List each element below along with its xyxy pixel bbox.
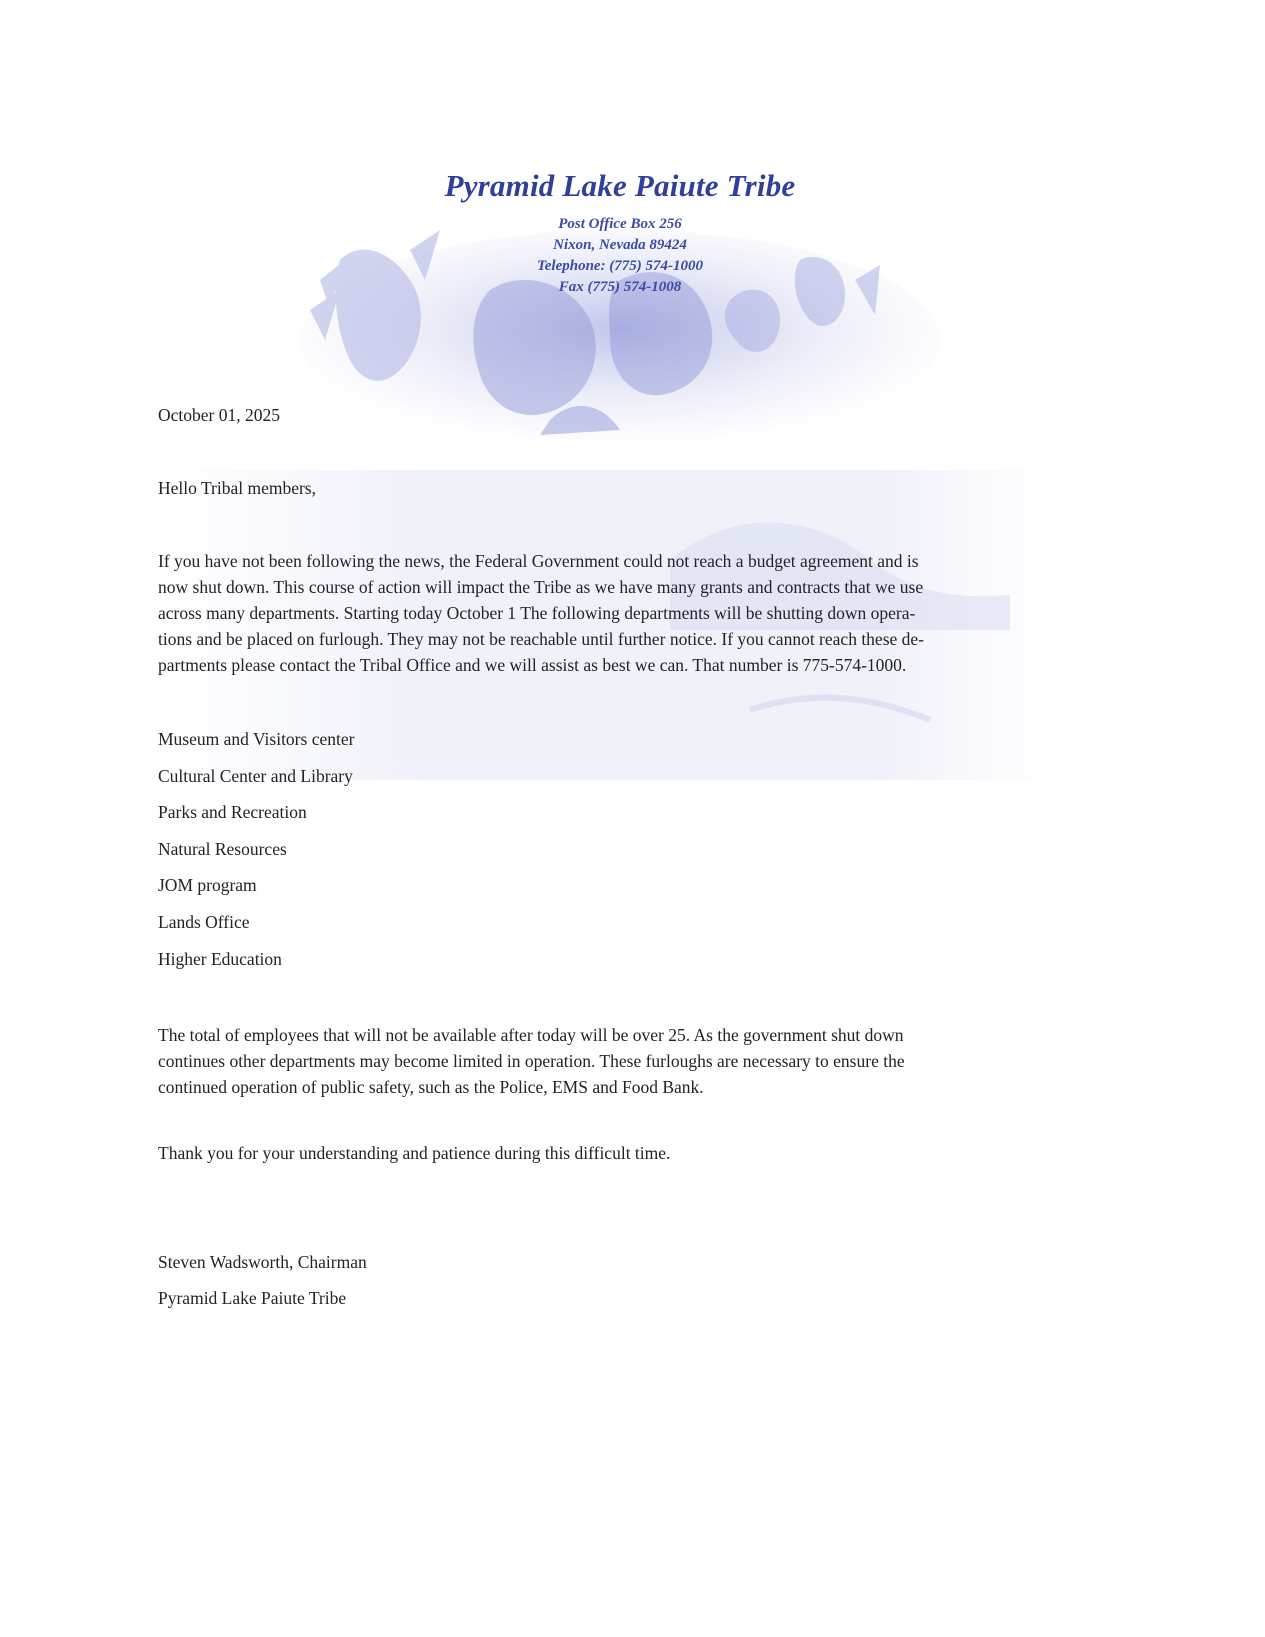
paragraph-employees — [158, 1022, 1088, 1100]
list-item: Parks and Recreation — [158, 802, 307, 823]
list-item: Natural Resources — [158, 838, 287, 859]
paragraph-line: across many departments. Starting today October 1 The following departments will be shutting down opera- — [158, 603, 916, 623]
list-item: Cultural Center and Library — [158, 765, 353, 786]
paragraph-line: partments please contact the Tribal Office and we will assist as best we can. That number is 775-574-1000. — [158, 655, 907, 675]
letterhead — [300, 160, 940, 440]
letter-date: October 01, 2025 — [158, 405, 280, 425]
paragraph-line: continued operation of public safety, such as the Police, EMS and Food Bank. — [158, 1077, 704, 1097]
address-line-1: Post Office Box 256 — [558, 216, 682, 232]
paragraph-line: The total of employees that will not be available after today will be over 25. As the government shut down — [158, 1025, 904, 1045]
address-line-2: Nixon, Nevada 89424 — [553, 237, 687, 253]
list-item: Museum and Visitors center — [158, 729, 355, 749]
paragraph-line: tions and be placed on furlough. They may not be reachable until further notice. If you cannot reach these de- — [158, 629, 924, 649]
list-item: Higher Education — [158, 948, 282, 969]
signature-org: Pyramid Lake Paiute Tribe — [158, 1288, 347, 1308]
paragraph-line: now shut down. This course of action will impact the Tribe as we have many grants and contracts that we use — [158, 577, 924, 597]
telephone: Telephone: (775) 574-1000 — [536, 258, 704, 274]
department-list — [158, 728, 354, 984]
signature-name: Steven Wadsworth, Chairman — [158, 1252, 367, 1272]
paragraph-line: continues other departments may become limited in operation. These furloughs are necessary to ensure the — [158, 1051, 905, 1071]
paragraph-line: If you have not been following the news, the Federal Government could not reach a budget agreement and is — [158, 551, 919, 571]
fax: Fax (775) 574-1008 — [558, 279, 682, 295]
thank-you-line: Thank you for your understanding and patience during this difficult time. — [158, 1143, 671, 1163]
greeting: Hello Tribal members, — [158, 478, 316, 498]
list-item: JOM program — [158, 875, 257, 896]
org-name: Pyramid Lake Paiute Tribe — [444, 168, 796, 203]
list-item: Lands Office — [158, 911, 250, 932]
paragraph-shutdown-notice — [158, 548, 1088, 678]
